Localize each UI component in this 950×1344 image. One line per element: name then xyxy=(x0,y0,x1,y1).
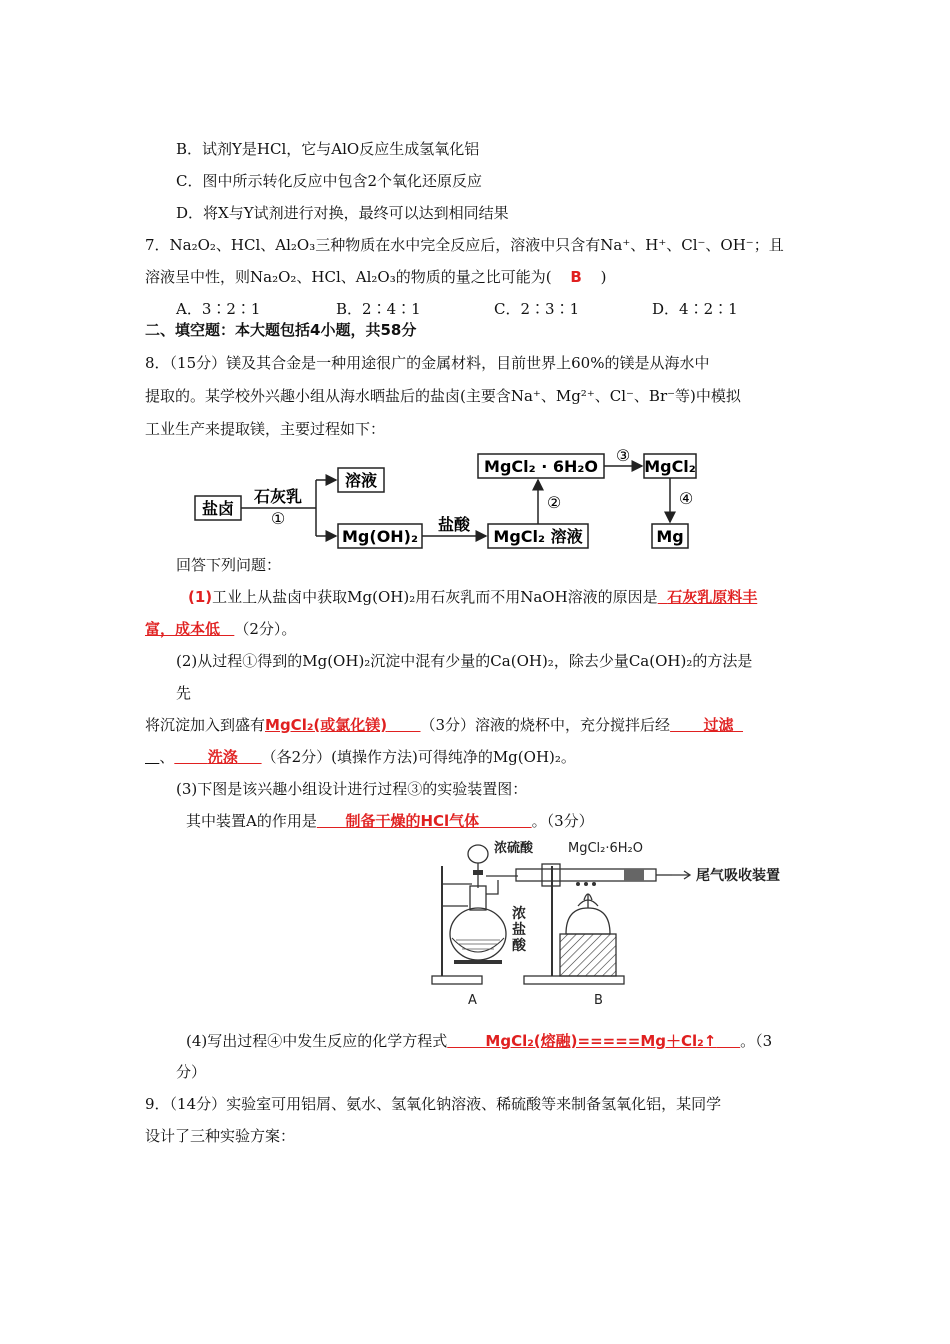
section-heading: 二、填空题：本大题包括4小题，共58分 xyxy=(145,321,417,339)
part2-post: （各2分）(填操作方法)可得纯净的Mg(OH)₂。 xyxy=(261,748,576,766)
q7-close: ) xyxy=(600,268,607,286)
part2-blank1 xyxy=(387,716,420,734)
q8-part4-line2: 分） xyxy=(176,1063,207,1081)
q7-option-d: D．4∶2∶1 xyxy=(652,300,738,318)
q7-line2 xyxy=(145,267,606,287)
flow-brine: 盐卤 xyxy=(201,499,235,518)
part3-blank-lead xyxy=(317,812,346,830)
q8-part2-line4 xyxy=(145,747,576,767)
q8-part3-line2 xyxy=(186,811,594,831)
part2-answer2: 过滤 xyxy=(703,716,734,734)
q9-line1: 9．（14分）实验室可用铝屑、氨水、氢氧化钠溶液、稀硫酸等来制备氢氧化铝，某同学 xyxy=(145,1095,722,1113)
flow-mgcl2-hydrate: MgCl₂ · 6H₂O xyxy=(484,457,598,476)
flow-hcl: 盐酸 xyxy=(437,515,471,534)
flow-step2: ② xyxy=(546,493,562,512)
label-mgcl2-hydrate: MgCl₂·6H₂O xyxy=(568,841,643,856)
label-tail-gas: 尾气吸收装置 xyxy=(696,868,780,884)
part1-answer-b: 富，成本低 xyxy=(145,620,221,638)
part4-score: 。（3 xyxy=(740,1032,773,1050)
part1-number: (1) xyxy=(188,588,213,606)
part4-blank-tail xyxy=(716,1032,740,1050)
label-conc-hcl-1: 浓 xyxy=(512,906,526,922)
q8-line1: 8．（15分）镁及其合金是一种用途很广的金属材料，目前世界上60%的镁是从海水中 xyxy=(145,354,710,372)
q8-part2-line2: 先 xyxy=(176,684,192,702)
flow-mgcl2: MgCl₂ xyxy=(644,457,696,476)
part2-blank2-tail xyxy=(733,716,743,734)
q7-stem: 溶液呈中性，则Na₂O₂、HCl、Al₂O₃的物质的量之比可能为( xyxy=(145,268,552,286)
label-conc-hcl-3: 酸 xyxy=(512,938,526,954)
q8-part4-line1 xyxy=(186,1031,772,1051)
label-conc-hcl-2: 盐 xyxy=(512,922,526,938)
q7-option-a: A．3∶2∶1 xyxy=(176,300,261,318)
part2-blank3-tail xyxy=(238,748,262,766)
part2-sep: 、 xyxy=(159,748,175,766)
label-conc-h2so4: 浓硫酸 xyxy=(494,841,534,856)
q7-option-b: B．2∶4∶1 xyxy=(336,300,421,318)
part3-score: 。（3分） xyxy=(531,812,594,830)
label-b: B xyxy=(594,993,603,1008)
flow-mgcl2-solution: MgCl₂ 溶液 xyxy=(493,527,583,546)
flow-step3: ③ xyxy=(615,448,631,465)
q8-part2-line3 xyxy=(145,715,743,735)
part2-answer1: MgCl₂(或氯化镁) xyxy=(265,716,388,734)
flow-solution: 溶液 xyxy=(344,471,378,490)
part1-blank-lead xyxy=(658,588,668,606)
q6-option-b: B．试剂Y是HCl，它与AlO反应生成氢氧化铝 xyxy=(176,140,480,158)
part1-score: （2分）。 xyxy=(234,620,297,638)
q6-option-d: D．将X与Y试剂进行对换，最终可以达到相同结果 xyxy=(176,204,509,222)
q6-option-c: C．图中所示转化反应中包含2个氧化还原反应 xyxy=(176,172,483,190)
part1-answer-a: 石灰乳原料丰 xyxy=(667,588,758,606)
flow-step4: ④ xyxy=(678,489,694,508)
part4-pre: (4)写出过程④中发生反应的化学方程式 xyxy=(186,1032,448,1050)
process-flow-diagram xyxy=(190,448,720,558)
part1-text: 工业上从盐卤中获取Mg(OH)₂用石灰乳而不用NaOH溶液的原因是 xyxy=(212,588,658,606)
q8-part2-line1: (2)从过程①得到的Mg(OH)₂沉淀中混有少量的Ca(OH)₂，除去少量Ca(OH)₂的方法是 xyxy=(176,652,753,670)
part3-pre: 其中装置A的作用是 xyxy=(186,812,317,830)
label-a: A xyxy=(468,993,477,1008)
q8-part1 xyxy=(188,587,757,607)
answer-prompt: 回答下列问题： xyxy=(176,556,282,574)
q8-part3-line1: (3)下图是该兴趣小组设计进行过程③的实验装置图： xyxy=(176,780,528,798)
part1-blank-tail xyxy=(220,620,234,638)
flow-mgoh2: Mg(OH)₂ xyxy=(342,527,418,546)
q8-part1-cont xyxy=(145,619,296,639)
apparatus-figure xyxy=(428,836,798,1008)
flow-step1: ① xyxy=(270,509,286,528)
q7-line1: 7．Na₂O₂、HCl、Al₂O₃三种物质在水中完全反应后，溶液中只含有Na⁺、H⁺、Cl⁻、OH⁻；且 xyxy=(145,236,784,254)
part3-answer: 制备干燥的HCl气体 xyxy=(345,812,480,830)
q7-answer: B xyxy=(570,268,582,286)
q7-option-c: C．2∶3∶1 xyxy=(494,300,580,318)
part2-blank-gap xyxy=(145,748,159,766)
part2-blank2-lead xyxy=(670,716,703,734)
part3-blank-tail xyxy=(479,812,531,830)
part4-blank-lead xyxy=(447,1032,485,1050)
q9-line2: 设计了三种实验方案： xyxy=(145,1127,296,1145)
part2-mid: （3分）溶液的烧杯中，充分搅拌后经 xyxy=(420,716,671,734)
q8-line3: 工业生产来提取镁，主要过程如下： xyxy=(145,420,386,438)
flow-lime: 石灰乳 xyxy=(253,487,303,506)
q8-line2: 提取的。某学校外兴趣小组从海水晒盐后的盐卤(主要含Na⁺、Mg²⁺、Cl⁻、Br⁻等)中模拟 xyxy=(145,387,741,405)
flow-mg: Mg xyxy=(656,527,684,546)
part2-pre: 将沉淀加入到盛有 xyxy=(145,716,266,734)
part2-blank3-lead xyxy=(174,748,207,766)
part2-answer3: 洗涤 xyxy=(207,748,238,766)
part4-answer: MgCl₂(熔融)=====Mg＋Cl₂↑ xyxy=(485,1032,717,1050)
